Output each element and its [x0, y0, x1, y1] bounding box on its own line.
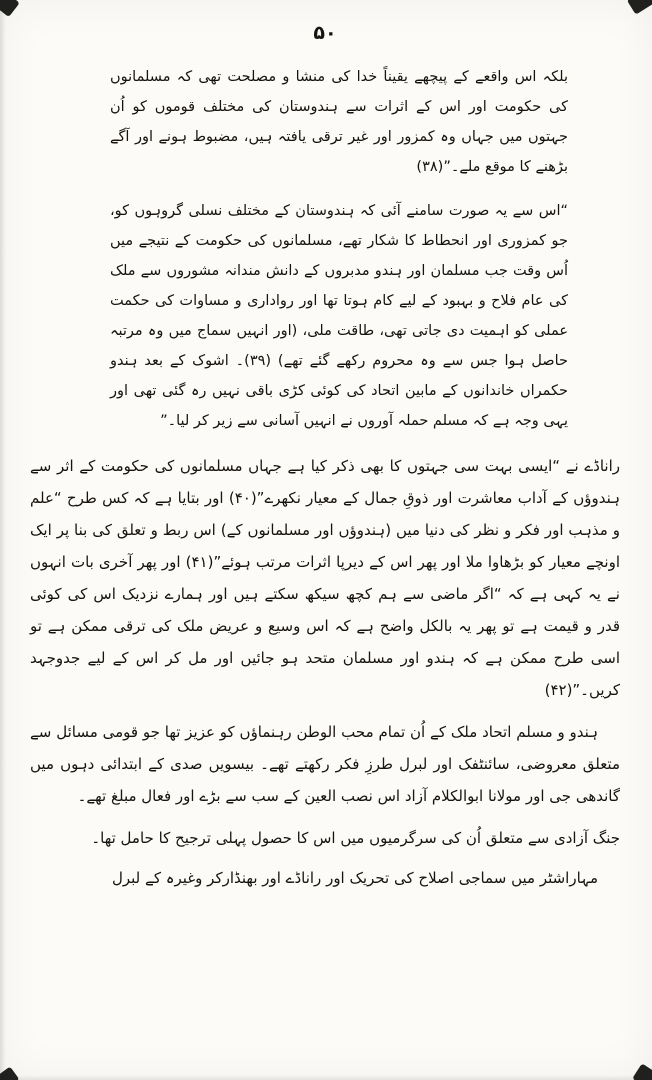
body-paragraph-4: مہاراشٹر میں سماجی اصلاح کی تحریک اور راناڈے اور بھنڈارکر وغیرہ کے لبرل — [111, 869, 598, 887]
body-paragraph-3: جنگ آزادی سے متعلق اُن کی سرگرمیوں میں اس کا حصول پہلی ترجیح کا حامل تھا۔ — [91, 829, 620, 847]
block-quote-1: بلکہ اس واقعے کے پیچھے یقیناً خدا کی منشا و مصلحت تھی کہ مسلمانوں کی حکومت اور اس کے اثرات سے ہندوستان کی مختلف قوموں کو اُن جہتوں میں جہاں وہ کمزور اور غیر ترقی یافتہ ہیں، مضبوط ہونے اور آگے بڑھنے کا موقع ملے۔”(۳۸) — [110, 69, 568, 175]
scan-edge-shading-bottom — [0, 1075, 652, 1080]
block-quote-2: “اس سے یہ صورت سامنے آئی کہ ہندوستان کے مختلف نسلی گروہوں کو، جو کمزوری اور انحطاط کا شکار تھے، مسلمانوں کی حکومت کے نتیجے میں اُس وقت جب مسلمان اور ہندو مدبروں کے دانش مندانہ مشوروں سے ملک کی عام فلاح و بہبود کے لیے کام ہوتا تھا اور رواداری و مساوات کی حکمت عملی کو اہمیت دی جاتی تھی، طاقت ملی، (اور انہیں سماج میں وہ مرتبہ حاصل ہوا جس سے وہ محروم رکھے گئے تھے) (۳۹)۔ اشوک کے بعد ہندو حکمراں خاندانوں کے مابین اتحاد کی کوئی کڑی باقی نہیں رہ گئی تھی اور یہی وجہ ہے کہ مسلم حملہ آوروں نے انہیں آسانی سے زیر کر لیا۔” — [110, 203, 568, 429]
body-paragraph-2: ہندو و مسلم اتحاد ملک کے اُن تمام محب الوطن رہنماؤں کو عزیز تھا جو قومی مسائل سے متعلق معروضی، سائنٹفک اور لبرل طرزِ فکر رکھتے تھے۔ بیسویں صدی کے ابتدائی دہوں میں گاندھی جی اور مولانا ابوالکلام آزاد اس نصب العین کے سب سے بڑے اور فعال مبلغ تھے۔ — [30, 723, 620, 805]
scan-artifact-bottom-right — [632, 1063, 652, 1080]
page-number: ۵۰ — [313, 22, 337, 44]
body-paragraph-1: راناڈے نے “ایسی بہت سی جہتوں کا بھی ذکر کیا ہے جہاں مسلمانوں کی حکومت کے اثر سے ہندوؤں کے آداب معاشرت اور ذوقِ جمال کے معیار نکھرے”(۴۰) اور بتایا ہے کہ کس طرح “علم و مذہب اور فکر و نظر کی دنیا میں (ہندوؤں اور مسلمانوں کے) اس ربط و تعلق کی بنا پر ایک اونچے معیار کو بڑھاوا ملا اور پھر اس کے دیرپا اثرات مرتب ہوئے”(۴۱) اور پھر آخری بات انہوں نے یہ کہی ہے کہ “اگر ماضی سے ہم کچھ سیکھ سکتے ہیں اور ہمارے نزدیک اس کی کوئی قدر و قیمت ہے تو پھر یہ بالکل واضح ہے کہ اس وسیع و عریض ملک کی ترقی ممکن ہے تو اسی طرح ممکن ہے کہ ہندو اور مسلمان متحد ہو جائیں اور مل کر اس کے لیے جدوجہد کریں۔”(۴۲) — [30, 457, 621, 699]
